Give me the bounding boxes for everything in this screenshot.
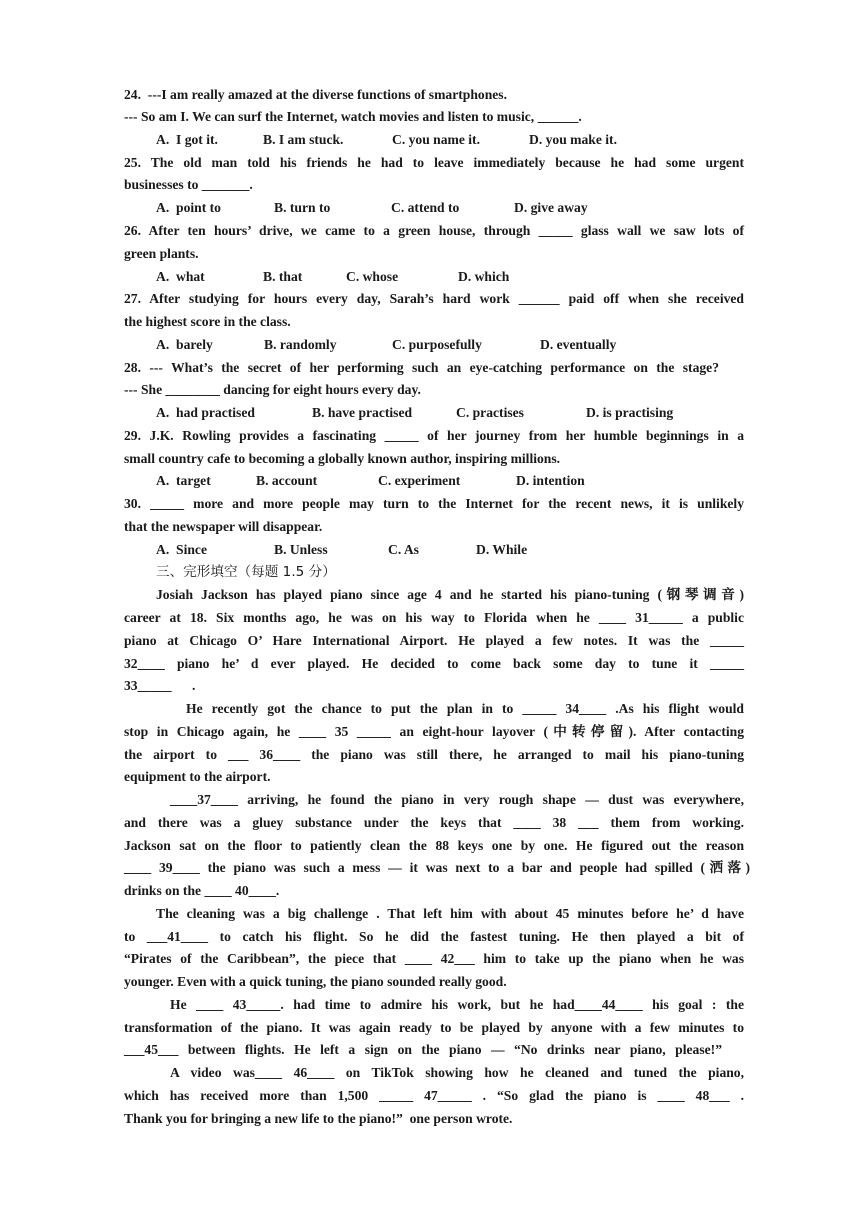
passage-p2-line-3: the airport to ___ 36____ the piano was still there, he arranged to mail his piano-tuning (124, 747, 744, 762)
option-b: B. I am stuck. (263, 132, 344, 147)
option-b: B. account (256, 473, 318, 488)
question-25-line-2: businesses to _______. (124, 177, 253, 192)
passage-p5-line-2: transformation of the piano. It was again ready to be played by anyone with a few minutes to (124, 1020, 744, 1035)
option-d: D. intention (516, 473, 585, 488)
question-26-line-1: 26. After ten hours’ drive, we came to a green house, through _____ glass wall we saw lots of (124, 223, 744, 238)
passage-p1-line-1: Josiah Jackson has played piano since age 4 and he started his piano-tuning (钢琴调音) (156, 587, 744, 602)
option-d: D. eventually (540, 337, 617, 352)
passage-p2-line-4: equipment to the airport. (124, 769, 271, 784)
question-27-line-1: 27. After studying for hours every day, Sarah’s hard work ______ paid off when she received (124, 291, 744, 306)
passage-p6-line-1: A video was____ 46____ on TikTok showing how he cleaned and tuned the piano, (170, 1065, 744, 1080)
passage-p2-line-1: He recently got the chance to put the plan in to _____ 34____ .As his flight would (186, 701, 744, 716)
option-a: A. I got it. (156, 132, 218, 147)
passage-p2-line-2: stop in Chicago again, he ____ 35 _____ an eight-hour layover (中转停留). After contacting (124, 724, 744, 739)
question-26-line-2: green plants. (124, 246, 199, 261)
option-b: B. randomly (264, 337, 337, 352)
option-c: C. purposefully (392, 337, 482, 352)
option-a: A. barely (156, 337, 213, 352)
passage-p4-line-2: to ___41____ to catch his flight. So he did the fastest tuning. He then played a bit of (124, 929, 744, 944)
question-29-line-1: 29. J.K. Rowling provides a fascinating _____ of her journey from her humble beginnings in a (124, 428, 744, 443)
question-28-options (156, 404, 674, 422)
passage-p4-line-4: younger. Even with a quick tuning, the piano sounded really good. (124, 974, 507, 989)
option-c: C. As (388, 542, 419, 557)
question-25-line-1: 25. The old man told his friends he had to leave immediately because he had some urgent (124, 155, 744, 170)
passage-p4-line-1: The cleaning was a big challenge . That left him with about 45 minutes before he’ d have (156, 906, 744, 921)
option-c: C. you name it. (392, 132, 480, 147)
option-c: C. attend to (391, 200, 460, 215)
option-c: C. experiment (378, 473, 461, 488)
section-3-heading: 三、完形填空（每题 1.5 分） (156, 564, 336, 580)
passage-p6-line-2: which has received more than 1,500 _____ 47_____ . “So glad the piano is ____ 48___ . (124, 1088, 744, 1103)
option-d: D. you make it. (529, 132, 617, 147)
question-25-options (156, 199, 588, 217)
question-26-options (156, 268, 510, 286)
question-27-options (156, 336, 617, 354)
passage-p1-line-2: career at 18. Six months ago, he was on his way to Florida when he ____ 31_____ a public (124, 610, 744, 625)
question-28-line-2: --- She ________ dancing for eight hours every day. (124, 382, 421, 397)
passage-p5-line-1: He ____ 43_____. had time to admire his work, but he had____44____ his goal : the (170, 997, 744, 1012)
passage-p1-line-5: 33_____ . (124, 678, 196, 693)
question-24-line-1: 24. ---I am really amazed at the diverse functions of smartphones. (124, 87, 507, 102)
question-29-options (156, 472, 585, 490)
passage-p3-line-4: ____ 39____ the piano was such a mess — it was next to a bar and people had spilled (洒落) (124, 860, 750, 875)
question-27-line-2: the highest score in the class. (124, 314, 291, 329)
option-c: C. practises (456, 405, 524, 420)
question-29-line-2: small country cafe to becoming a globally known author, inspiring millions. (124, 451, 561, 466)
passage-p1-line-3: piano at Chicago O’ Hare International Airport. He played a few notes. It was the _____ (124, 633, 744, 648)
passage-p3-line-5: drinks on the ____ 40____. (124, 883, 280, 898)
option-d: D. give away (514, 200, 588, 215)
question-30-line-1: 30. _____ more and more people may turn to the Internet for the recent news, it is unlikely (124, 496, 744, 511)
question-30-line-2: that the newspaper will disappear. (124, 519, 323, 534)
option-d: D. While (476, 542, 528, 557)
passage-p4-line-3: “Pirates of the Caribbean”, the piece that ____ 42___ him to take up the piano when he was (124, 951, 744, 966)
question-24-line-2: --- So am I. We can surf the Internet, watch movies and listen to music, ______. (124, 109, 582, 124)
passage-p5-line-3: ___45___ between flights. He left a sign on the piano — “No drinks near piano, please!” (124, 1042, 722, 1057)
passage-p1-line-4: 32____ piano he’ d ever played. He decided to come back some day to tune it _____ (124, 656, 744, 671)
option-b: B. have practised (312, 405, 413, 420)
option-a: A. what (156, 269, 205, 284)
option-d: D. is practising (586, 405, 674, 420)
passage-p6-line-3: Thank you for bringing a new life to the piano!” one person wrote. (124, 1111, 513, 1126)
option-b: B. turn to (274, 200, 331, 215)
option-a: A. point to (156, 200, 221, 215)
passage-p3-line-2: and there was a gluey substance under the keys that ____ 38 ___ them from working. (124, 815, 744, 830)
option-a: A. target (156, 473, 211, 488)
passage-p3-line-3: Jackson sat on the floor to patiently clean the 88 keys one by one. He figured out the reason (124, 838, 744, 853)
option-a: A. had practised (156, 405, 255, 420)
option-a: A. Since (156, 542, 207, 557)
option-c: C. whose (346, 269, 399, 284)
option-b: B. that (263, 269, 303, 284)
option-b: B. Unless (274, 542, 328, 557)
question-28-line-1: 28. --- What’s the secret of her performing such an eye-catching performance on the stage? (124, 360, 719, 375)
option-d: D. which (458, 269, 510, 284)
passage-p3-line-1: ____37____ arriving, he found the piano in very rough shape — dust was everywhere, (170, 792, 744, 807)
question-24-options (156, 131, 617, 149)
question-30-options (156, 541, 528, 559)
